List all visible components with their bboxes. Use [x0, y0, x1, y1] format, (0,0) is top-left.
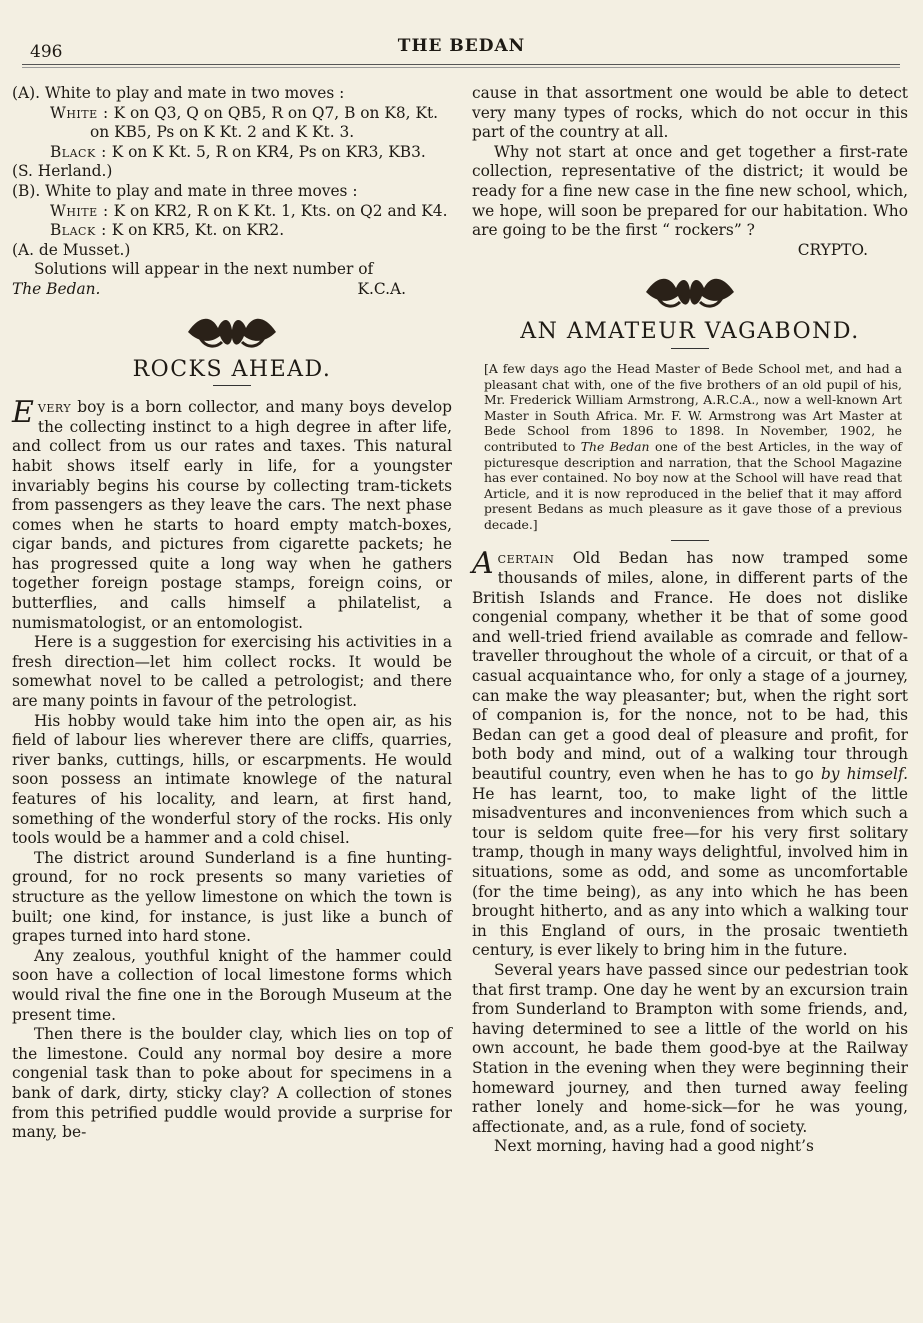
- drop-cap: A: [472, 546, 494, 582]
- paragraph-text: He has learnt, too, to make light of the little misadventures and inconveniences from which such a tour is seldom quite free—for his very first solitary tramp, though in many ways delightful, involved him in situations, some as odd, and some as uncomfortable (for the time being), as any into which he has been brought hitherto, and as any into which a walking tour in this England of ours, in the prosaic twentieth century, is ever likely to bring him in the future.: [472, 784, 908, 960]
- flourish-ornament-icon: [640, 268, 740, 312]
- problem-a-black-pieces: K on K Kt. 5, R on KR4, Ps on KR3, KB3.: [111, 142, 426, 161]
- publication-name: The Bedan: [580, 438, 650, 454]
- solutions-signoff: [12, 280, 452, 300]
- problem-b-black: [12, 221, 452, 241]
- problem-b-black-pieces: K on KR5, Kt. on KR2.: [111, 221, 285, 240]
- black-label: Black :: [50, 142, 107, 161]
- intro-rule: [671, 540, 709, 541]
- article-title-rocks: ROCKS AHEAD.: [132, 356, 332, 382]
- intro-text: [A few days ago the Head Master of Bede School met, and had a pleasant chat with, one of the five brothers of an old pupil of his, Mr. Frederick William Armstrong, A.R.C.A., now a well-known Art Master in South Africa. Mr. F. W. Armstrong was Art Master at Bede School from 1896 to 1898. In November, 1902, he contributed to: [484, 360, 902, 454]
- title-rule: [671, 348, 709, 349]
- flourish-ornament-icon: [182, 308, 282, 352]
- paragraph: cause in that assortment one would be able to detect very many types of rocks, which do not occur in this part of the country at all.: [472, 84, 908, 142]
- running-header: THE BEDAN: [397, 36, 526, 56]
- paragraph-text: boy is a born collector, and many boys develop the collecting instinct to a high degree in after life, and collect from us our rates and taxes. This natural habit shows itself early in life, for a youngster invariably begins his course by collecting tram-tickets from passengers as they leave the cars. The next phase comes when he starts to hoard empty match-boxes, cigar bands, and pictures from cigarette packets; he has progressed quite a long way when he gathers together foreign postage stamps, foreign coins, or butterflies, and calls himself a philatelist, a numismatologist, or an entomologist.: [12, 398, 452, 632]
- paragraph: Several years have passed since our pedestrian took that first tramp. One day he went by an excursion train from Sunderland to Brampton with some friends, and, having determined to see a little of the world on his own account, he bade them good-bye at the Railway Station in the evening when they were beginning their homeward journey, and then turned away feeling rather lonely and home-sick—for he was young, affectionate, and, as a rule, fond of society.: [472, 960, 908, 1136]
- paragraph: [12, 395, 452, 633]
- problem-a-white-pieces: K on Q3, Q on QB5, R on Q7, B on K8, Kt. on KB5, Ps on K Kt. 2 and K Kt. 3.: [90, 103, 439, 142]
- problem-a-heading: (A). White to play and mate in two moves :: [12, 84, 345, 102]
- problem-a-black: [12, 143, 452, 163]
- left-column: [12, 84, 452, 1143]
- paragraph: Any zealous, youthful knight of the hammer could soon have a collection of local limestone forms which would rival the fine one in the Borough Museum at the present time.: [12, 946, 452, 1024]
- paragraph: His hobby would take him into the open air, as his field of labour lies wherever there are cliffs, quarries, river banks, cuttings, hills, or escarpments. He would soon possess an intimate knowlege of the natural features of his locality, and learn, at first hand, something of the wonderful story of the rocks. His only tools would be a hammer and a cold chisel.: [12, 711, 452, 848]
- white-label: White :: [50, 201, 109, 220]
- problem-b-white: [12, 202, 452, 222]
- rocks-article-body: [12, 395, 452, 1143]
- rocks-article-continued: [472, 84, 908, 241]
- black-label: Black :: [50, 221, 107, 240]
- title-rule: [213, 385, 251, 386]
- white-label: White :: [50, 103, 109, 122]
- page-number: 496: [30, 42, 63, 62]
- editorial-introduction: [484, 361, 902, 533]
- paragraph-text: Old Bedan has now tramped some thousands of miles, alone, in different parts of the British Islands and France. He does not dislike congenial company, whether it be that of some good and well-tried friend available as comrade and fellow-traveller throughout the whole of a circuit, or that of a casual acquaintance who, for only a stage of a journey, can make the way pleasanter; but, when the right sort of companion is, for the nonce, not to be had, this Bedan can get a good deal of pleasure and profit, for both body and mind, out of a walking tour through beautiful country, even when he has to go: [472, 549, 908, 783]
- publication-name: The Bedan.: [12, 279, 101, 298]
- paragraph: The district around Sunderland is a fine hunting-ground, for no rock presents so many varieties of structure as the yellow limestone on which the town is built; one kind, for instance, is just like a bunch of grapes turned into hard stone.: [12, 848, 452, 946]
- problem-a-white: [12, 104, 452, 143]
- chess-problems: [12, 84, 452, 300]
- article-title-vagabond: AN AMATEUR VAGABOND.: [520, 319, 860, 345]
- paragraph: Then there is the boulder clay, which lies on top of the limestone. Could any normal boy desire a more congenial task than to poke about for specimens in a bank of dark, dirty, sticky clay? A collection of stones from this petrified puddle would provide a surprise for many, be-: [12, 1025, 452, 1142]
- initials: K.C.A.: [357, 279, 406, 298]
- lead-word: certain: [497, 549, 555, 568]
- problem-b-author: (A. de Musset.): [12, 240, 131, 259]
- paragraph: Why not start at once and get together a first-rate collection, representative of the district; it would be ready for a fine new case in the fine new school, which, we hope, will soon be prepared for our habitation. Who are going to be the first “ rockers” ?: [472, 142, 908, 240]
- paragraph: Next morning, having had a good night’s: [494, 1137, 814, 1156]
- problem-b-heading: (B). White to play and mate in three moves :: [12, 181, 358, 200]
- paragraph: [472, 546, 908, 960]
- paragraph: Here is a suggestion for exercising his activities in a fresh direction—let him collect rocks. It would be somewhat novel to be called a petrologist; and there are many points in favour of the petrologist.: [12, 633, 452, 711]
- header-rule: [22, 64, 900, 68]
- solutions-note: Solutions will appear in the next number of: [34, 260, 374, 279]
- intro-text: one of the best Articles, in the way of picturesque description and narration, that the School Magazine has ever contained. No boy now at the School will have read that Article, and it is now reproduced in the belief that it may afford present Bedans as much pleasure as it gave those of a previous decade.]: [484, 438, 902, 532]
- problem-b-white-pieces: K on KR2, R on K Kt. 1, Kts. on Q2 and K4.: [113, 201, 448, 220]
- author-signature: CRYPTO.: [797, 240, 868, 259]
- lead-word: very: [37, 398, 72, 417]
- drop-cap: E: [12, 395, 34, 431]
- problem-a-author: (S. Herland.): [12, 162, 113, 181]
- right-column: [472, 84, 908, 1157]
- emphasis: by himself.: [820, 765, 908, 783]
- vagabond-article-body: [472, 546, 908, 1156]
